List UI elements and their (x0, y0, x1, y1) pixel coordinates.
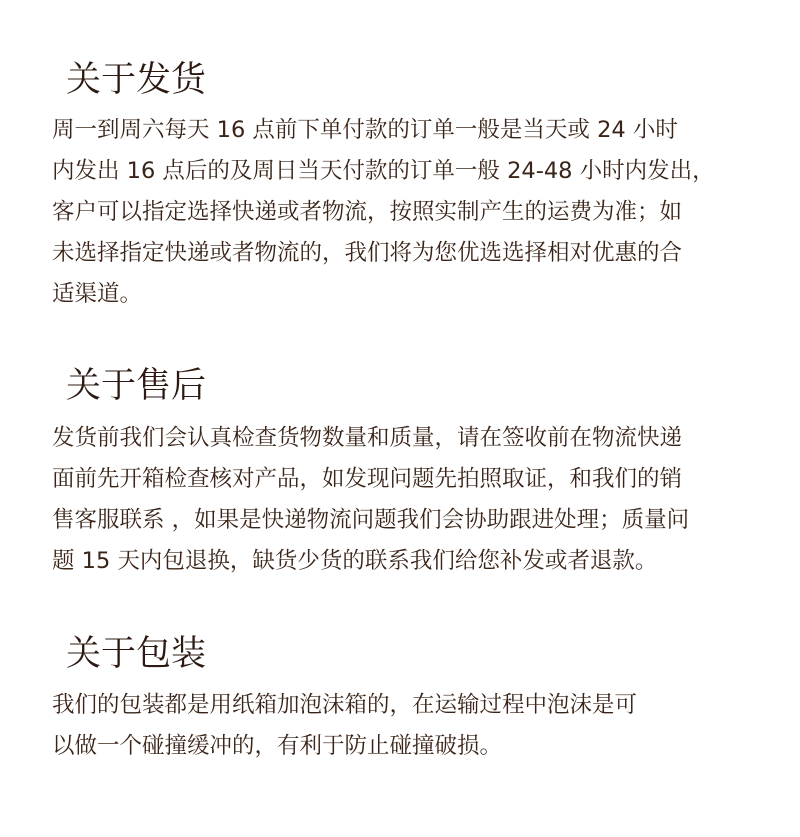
after-sales-line: 售客服联系 ，如果是快递物流问题我们会协助跟进处理；质量问 (52, 507, 690, 533)
after-sales-title: 关于售后 (66, 366, 207, 406)
shipping-line: 适渠道。 (52, 281, 143, 307)
shipping-text (52, 110, 715, 315)
after-sales-text (52, 418, 689, 582)
packaging-line: 以做一个碰撞缓冲的，有利于防止碰撞破损。 (52, 733, 503, 759)
shipping-title: 关于发货 (66, 60, 207, 100)
after-sales-line: 题 15 天内包退换，缺货少货的联系我们给您补发或者退款。 (52, 548, 658, 574)
after-sales-line: 面前先开箱检查核对产品，如发现问题先拍照取证，和我们的销 (52, 466, 683, 492)
shipping-line: 内发出 16 点后的及周日当天付款的订单一般 24-48 小时内发出， (52, 158, 715, 184)
after-sales-line: 发货前我们会认真检查货物数量和质量，请在签收前在物流快递 (52, 425, 683, 451)
shipping-line: 周一到周六每天 16 点前下单付款的订单一般是当天或 24 小时 (52, 117, 678, 143)
packaging-title: 关于包装 (66, 634, 207, 674)
packaging-line: 我们的包装都是用纸箱加泡沫箱的，在运输过程中泡沫是可 (52, 692, 638, 718)
packaging-text (52, 685, 637, 767)
shipping-line: 未选择指定快递或者物流的，我们将为您优选选择相对优惠的合 (52, 240, 683, 266)
shipping-line: 客户可以指定选择快递或者物流，按照实制产生的运费为准；如 (52, 199, 683, 225)
